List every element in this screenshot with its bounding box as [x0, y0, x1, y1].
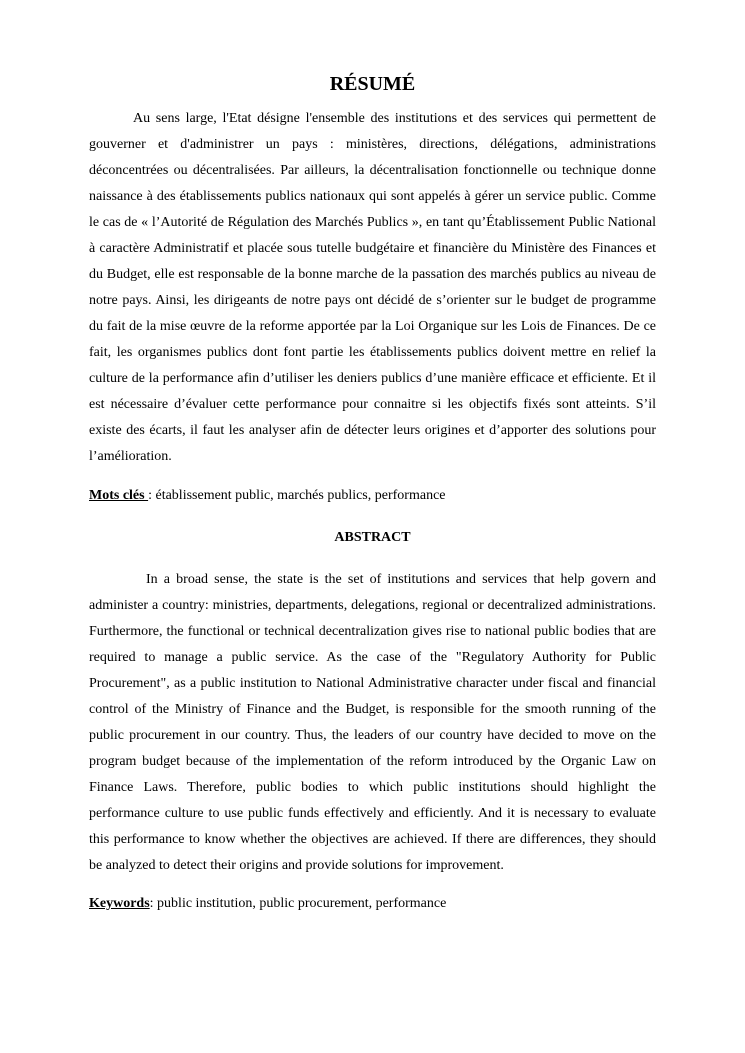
abstract-keywords-text: : public institution, public procurement, performance [149, 896, 447, 911]
resume-keywords-label: Mots clés [89, 488, 149, 503]
resume-keywords [89, 487, 656, 505]
abstract-title: ABSTRACT [334, 530, 411, 545]
abstract-keywords [89, 895, 656, 913]
resume-keywords-text: : établissement public, marchés publics, performance [148, 488, 446, 503]
abstract-paragraph: In a broad sense, the state is the set of institutions and services that help govern and administer a country: ministries, departments, delegations, regional or decentralized administrations. Furthermore, the functional or technical decentralization gives rise to national public bodies that are required to manage a public service. As the case of the "Regulatory Authority for Public Procurement", as a public institution to National Administrative character under fiscal and financial control of the Ministry of Finance and the Budget, is responsible for the smooth running of the public procurement in our country. Thus, the leaders of our country have decided to move on the program budget because of the implementation of the reform introduced by the Organic Law on Finance Laws. Therefore, public bodies to which public institutions should highlight the performance culture to use public funds effectively and efficiently. And it is necessary to evaluate this performance to know whether the objectives are achieved. If there are differences, they should be analyzed to detect their origins and provide solutions for improvement. [89, 572, 656, 873]
resume-paragraph: Au sens large, l'Etat désigne l'ensemble des institutions et des services qui permettent de gouverner et d'administrer un pays : ministères, directions, délégations, administrations déconcentrées ou décentralisées. Par ailleurs, la décentralisation fonctionnelle ou technique donne naissance à des établissements publics nationaux qui sont appelés à gérer un service public. Comme le cas de « l’Autorité de Régulation des Marchés Publics », en tant qu’Établissement Public National à caractère Administratif et placée sous tutelle budgétaire et financière du Ministère des Finances et du Budget, elle est responsable de la bonne marche de la passation des marchés publics au niveau de notre pays. Ainsi, les dirigeants de notre pays ont décidé de s’orienter sur le budget de programme du fait de la mise œuvre de la reforme apportée par la Loi Organique sur les Lois de Finances. De ce fait, les organismes publics dont font partie les établissements publics doivent mettre en relief la culture de la performance afin d’utiliser les deniers publics d’une manière efficace et efficiente. Et il est nécessaire d’évaluer cette performance pour connaitre si les objectifs fixés sont atteints. S’il existe des écarts, il faut les analyser afin de détecter leurs origines et d’apporter des solutions pour l’amélioration. [89, 111, 656, 464]
resume-title: RÉSUMÉ [329, 73, 416, 95]
abstract-keywords-label: Keywords [89, 896, 150, 911]
